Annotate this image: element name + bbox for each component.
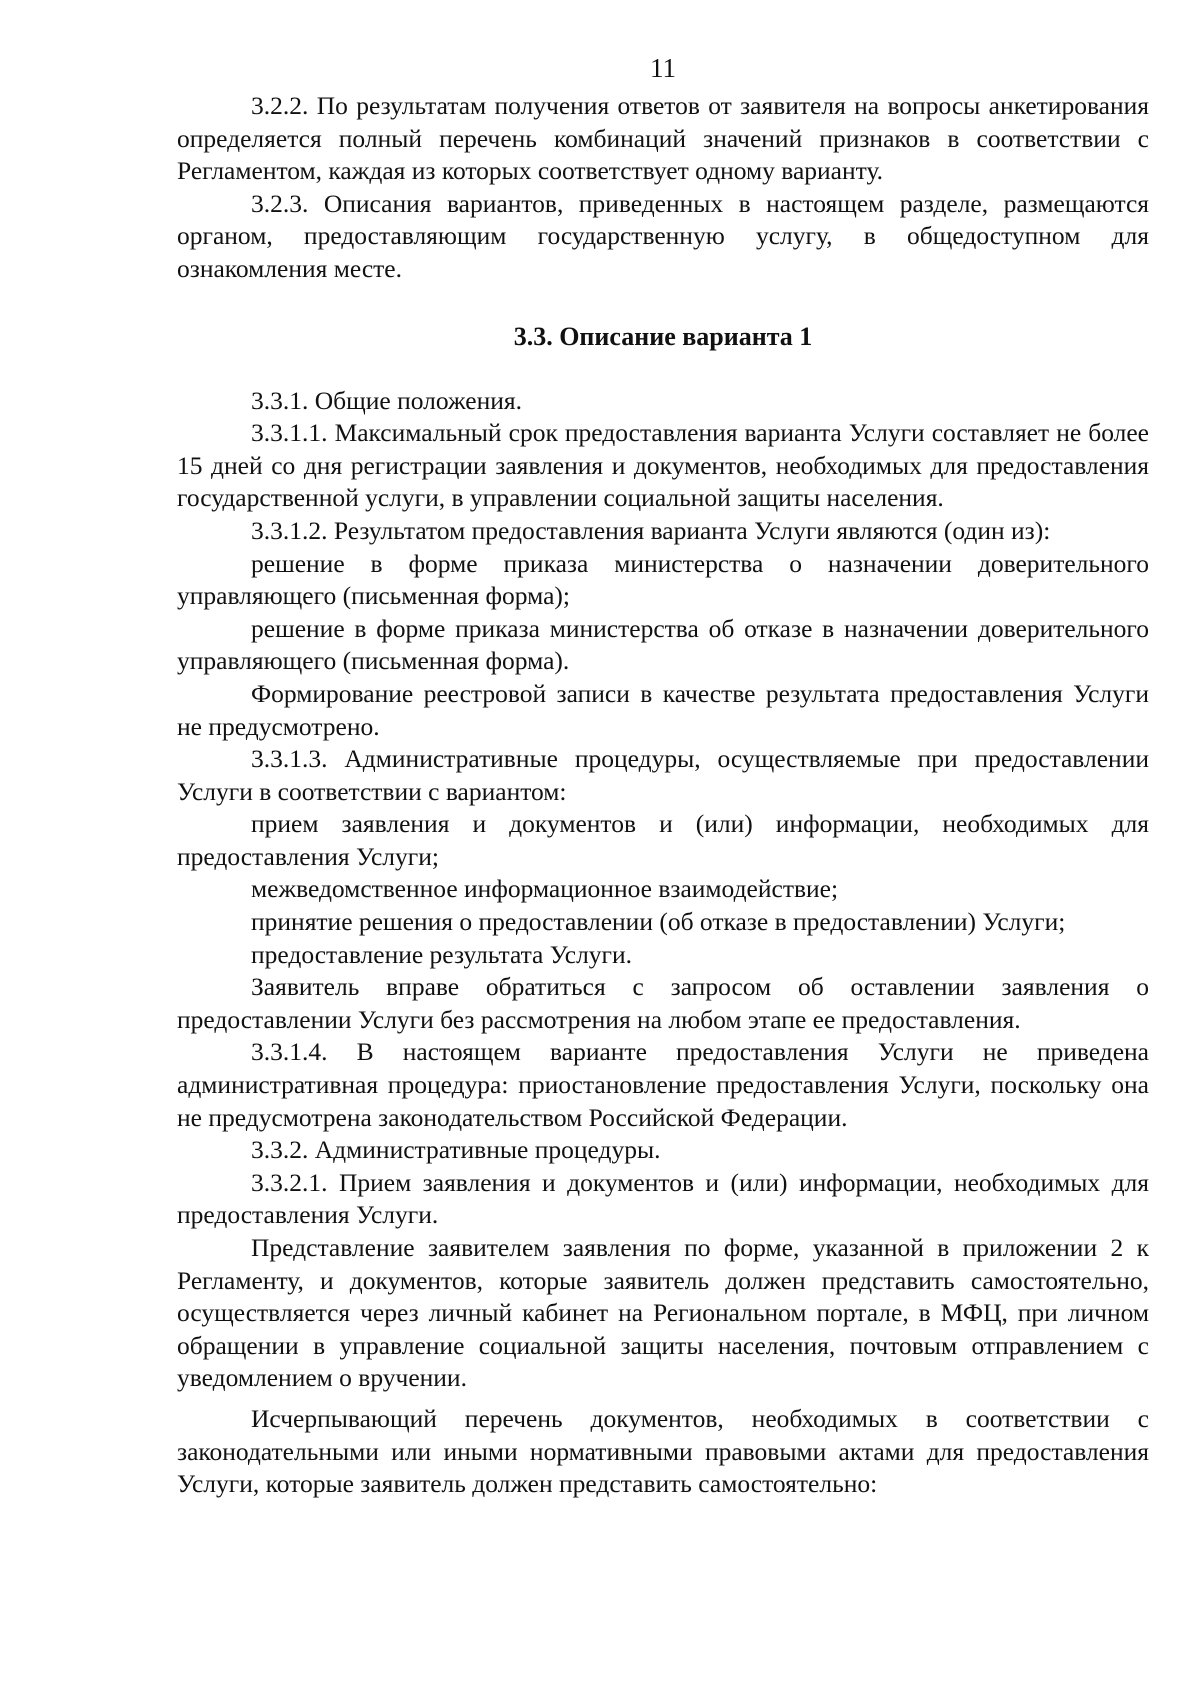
paragraph-3-3-1: 3.3.1. Общие положения. bbox=[251, 385, 523, 415]
paragraph-3-3-1-1: 3.3.1.1. Максимальный срок предоставления варианта Услуги составляет не более 15 дней со дня регистрации заявления и документов, необходимых для предоставления государственной услуги, в управлении социальной защиты населения. bbox=[177, 418, 1149, 513]
paragraph-procedure-decision: принятие решения о предоставлении (об отказе в предоставлении) Услуги; bbox=[251, 907, 1066, 937]
section-heading: 3.3. Описание варианта 1 bbox=[513, 321, 813, 351]
paragraph-3-3-1-4: 3.3.1.4. В настоящем варианте предоставления Услуги не приведена административная процедура: приостановление предоставления Услуги, поскольку она не предусмотрена законодательством Российской Федерации. bbox=[177, 1037, 1149, 1132]
paragraph-3-2-3: 3.2.3. Описания вариантов, приведенных в настоящем разделе, размещаются органом, предоставляющим государственную услугу, в общедоступном для ознакомления месте. bbox=[177, 188, 1149, 283]
paragraph-3-3-1-3: 3.3.1.3. Административные процедуры, осуществляемые при предоставлении Услуги в соответствии с вариантом: bbox=[177, 744, 1149, 806]
page-number: 11 bbox=[650, 53, 676, 83]
paragraph-3-3-1-2: 3.3.1.2. Результатом предоставления варианта Услуги являются (один из): bbox=[251, 515, 1051, 545]
document-page bbox=[177, 52, 1149, 1501]
paragraph-3-3-2-1: 3.3.2.1. Прием заявления и документов и (или) информации, необходимых для предоставления Услуги. bbox=[177, 1167, 1149, 1230]
paragraph-procedure-reception: прием заявления и документов и (или) информации, необходимых для предоставления Услуги; bbox=[177, 809, 1149, 871]
paragraph-document-list: Исчерпывающий перечень документов, необходимых в соответствии с законодательными или иными нормативными правовыми актами для предоставления Услуги, которые заявитель должен представить самостоятельно: bbox=[177, 1403, 1149, 1499]
paragraph-3-2-2: 3.2.2. По результатам получения ответов от заявителя на вопросы анкетирования определяется полный перечень комбинаций значений признаков в соответствии с Регламентом, каждая из которых соответствует одному варианту. bbox=[177, 91, 1149, 186]
paragraph-procedure-result: предоставление результата Услуги. bbox=[251, 939, 633, 969]
paragraph-result-refusal: решение в форме приказа министерства об отказе в назначении доверительного управляющего (письменная форма). bbox=[177, 613, 1149, 676]
paragraph-submission-channels: Представление заявителем заявления по форме, указанной в приложении 2 к Регламенту, и документов, которые заявитель должен представить самостоятельно, осуществляется через личный кабинет на Региональном портале, в МФЦ, при личном обращении в управление социальной защиты населения, почтовым отправлением с уведомлением о вручении. bbox=[177, 1233, 1149, 1393]
paragraph-result-appointment: решение в форме приказа министерства о назначении доверительного управляющего (письменная форма); bbox=[177, 548, 1149, 611]
paragraph-3-3-2: 3.3.2. Административные процедуры. bbox=[251, 1135, 661, 1165]
paragraph-registry-record: Формирование реестровой записи в качестве результата предоставления Услуги не предусмотрено. bbox=[177, 678, 1149, 741]
paragraph-procedure-interagency: межведомственное информационное взаимодействие; bbox=[251, 874, 839, 904]
paragraph-withdrawal: Заявитель вправе обратиться с запросом об оставлении заявления о предоставлении Услуги без рассмотрения на любом этапе ее предоставления. bbox=[177, 972, 1149, 1034]
